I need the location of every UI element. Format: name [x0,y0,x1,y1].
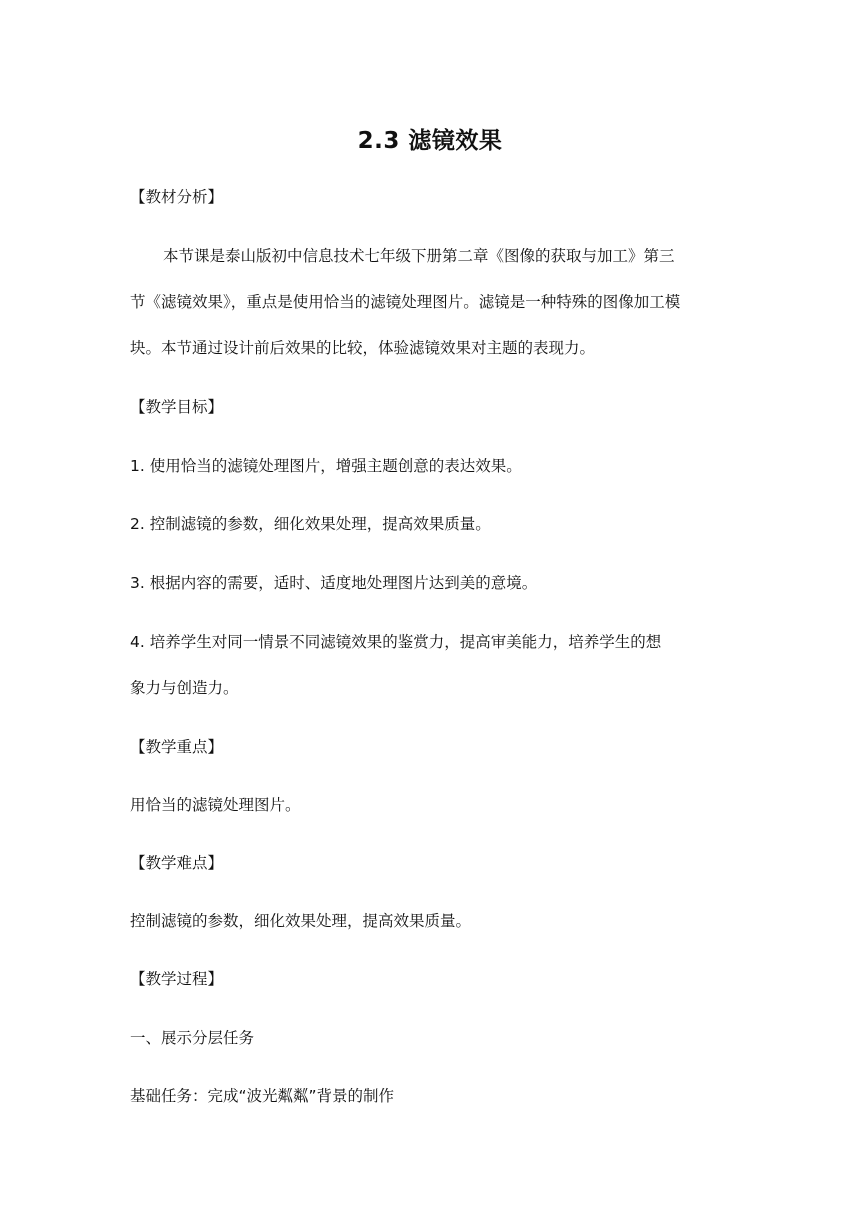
analysis-line-1: 本节课是泰山版初中信息技术七年级下册第二章《图像的获取与加工》第三 [163,247,675,265]
goal-item-1: 1. 使用恰当的滤镜处理图片，增强主题创意的表达效果。 [130,457,522,475]
process-basic-task: 基础任务：完成“波光粼粼”背景的制作 [130,1087,395,1105]
key-point-text: 用恰当的滤镜处理图片。 [130,796,301,814]
goal-item-3: 3. 根据内容的需要，适时、适度地处理图片达到美的意境。 [130,574,538,592]
analysis-line-3: 块。本节通过设计前后效果的比较，体验滤镜效果对主题的表现力。 [130,339,596,357]
key-point-heading: 【教学重点】 [130,738,224,756]
process-heading: 【教学过程】 [130,970,224,988]
analysis-heading: 【教材分析】 [130,188,224,206]
analysis-line-2: 节《滤镜效果》，重点是使用恰当的滤镜处理图片。滤镜是一种特殊的图像加工模 [130,293,681,311]
goal-item-4-line-1: 4. 培养学生对同一情景不同滤镜效果的鉴赏力，提高审美能力，培养学生的想 [130,633,662,651]
process-step-1: 一、展示分层任务 [130,1029,255,1047]
difficulty-heading: 【教学难点】 [130,854,224,872]
difficulty-text: 控制滤镜的参数，细化效果处理，提高效果质量。 [130,912,472,930]
document-title: 2.3 滤镜效果 [357,128,503,154]
goals-heading: 【教学目标】 [130,398,224,416]
goal-item-4-line-2: 象力与创造力。 [130,679,239,697]
goal-item-2: 2. 控制滤镜的参数，细化效果处理，提高效果质量。 [130,515,491,533]
